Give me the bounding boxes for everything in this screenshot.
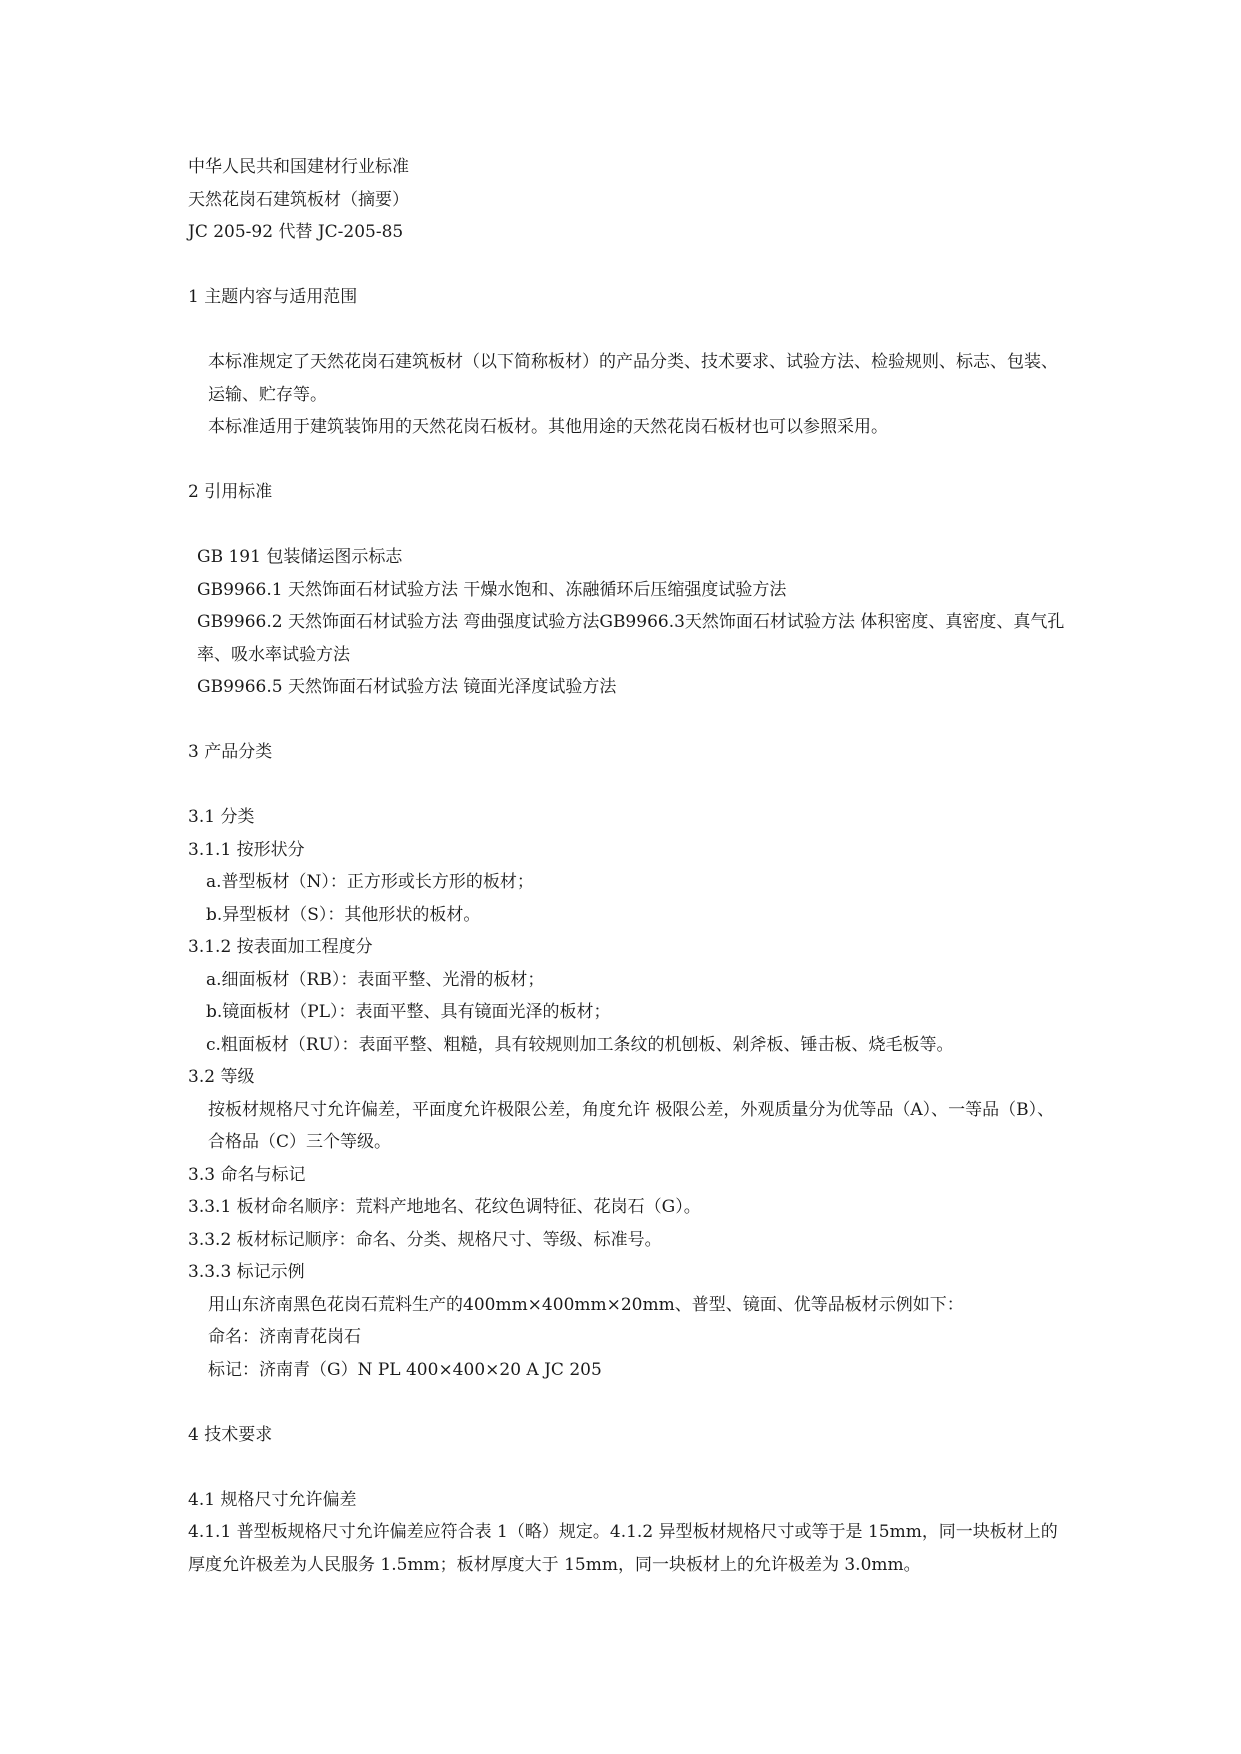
document-title: 天然花岗石建筑板材（摘要） — [188, 189, 409, 210]
section-3-1-2-heading: 3.1.2 按表面加工程度分 — [188, 937, 373, 957]
example-description: 用山东济南黑色花岗石荒料生产的400mm×400mm×20mm、普型、镜面、优等品板材示例如下： — [208, 1294, 964, 1315]
section-1-paragraph-1: 本标准规定了天然花岗石建筑板材（以下简称板材）的产品分类、技术要求、试验方法、检验规则、标志、包装、运输、贮存等。 — [208, 352, 1058, 405]
section-4-1-heading: 4.1 规格尺寸允许偏差 — [188, 1489, 357, 1510]
reference-item: GB 191 包装储运图示标志 — [197, 547, 403, 567]
document-body — [188, 151, 1068, 1581]
section-4-heading: 4 技术要求 — [188, 1424, 273, 1445]
list-item: b.异型板材（S）：其他形状的板材。 — [206, 904, 481, 925]
list-item: c.粗面板材（RU）：表面平整、粗糙，具有较规则加工条纹的机刨板、剁斧板、锤击板、烧毛板等。 — [206, 1034, 954, 1055]
example-name: 命名：济南青花岗石 — [208, 1327, 361, 1347]
section-4-1-paragraph: 4.1.1 普型板规格尺寸允许偏差应符合表 1（略）规定。4.1.2 异型板材规格尺寸或等于是 15mm，同一块板材上的厚度允许极差为人民服务 1.5mm；板材厚度大于 15mm，同一块板材上的允许极差为 3.0mm。 — [188, 1522, 1058, 1575]
list-item: b.镜面板材（PL）：表面平整、具有镜面光泽的板材； — [206, 1002, 611, 1022]
section-3-3-1-text: 3.3.1 板材命名顺序：荒料产地地名、花纹色调特征、花岗石（G）。 — [188, 1197, 701, 1217]
section-3-1-1-heading: 3.1.1 按形状分 — [188, 839, 305, 860]
section-3-3-2-text: 3.3.2 板材标记顺序：命名、分类、规格尺寸、等级、标准号。 — [188, 1229, 662, 1250]
section-3-3-3-heading: 3.3.3 标记示例 — [188, 1262, 305, 1282]
list-item: a.普型板材（N）：正方形或长方形的板材； — [206, 872, 534, 892]
reference-item: GB9966.5 天然饰面石材试验方法 镜面光泽度试验方法 — [197, 677, 617, 697]
section-2-heading: 2 引用标准 — [188, 482, 273, 502]
section-3-3-heading: 3.3 命名与标记 — [188, 1164, 306, 1185]
section-3-1-heading: 3.1 分类 — [188, 807, 255, 827]
reference-item: GB9966.2 天然饰面石材试验方法 弯曲强度试验方法GB9966.3天然饰面石材试验方法 体积密度、真密度、真气孔率、吸水率试验方法 — [197, 612, 1065, 665]
list-item: a.细面板材（RB）：表面平整、光滑的板材； — [206, 969, 545, 990]
reference-item: GB9966.1 天然饰面石材试验方法 干燥水饱和、冻融循环后压缩强度试验方法 — [197, 579, 787, 600]
section-3-heading: 3 产品分类 — [188, 742, 273, 762]
section-1-paragraph-2: 本标准适用于建筑装饰用的天然花岗石板材。其他用途的天然花岗石板材也可以参照采用。 — [208, 417, 888, 437]
section-3-2-paragraph: 按板材规格尺寸允许偏差，平面度允许极限公差，角度允许 极限公差，外观质量分为优等品（A）、一等品（B）、合格品（C）三个等级。 — [208, 1099, 1055, 1152]
standard-org-line: 中华人民共和国建材行业标准 — [188, 157, 409, 177]
standard-number: JC 205-92 代替 JC-205-85 — [188, 222, 404, 242]
section-1-heading: 1 主题内容与适用范围 — [188, 287, 358, 307]
section-3-2-heading: 3.2 等级 — [188, 1067, 255, 1087]
example-mark: 标记：济南青（G）N PL 400×400×20 A JC 205 — [208, 1359, 602, 1380]
